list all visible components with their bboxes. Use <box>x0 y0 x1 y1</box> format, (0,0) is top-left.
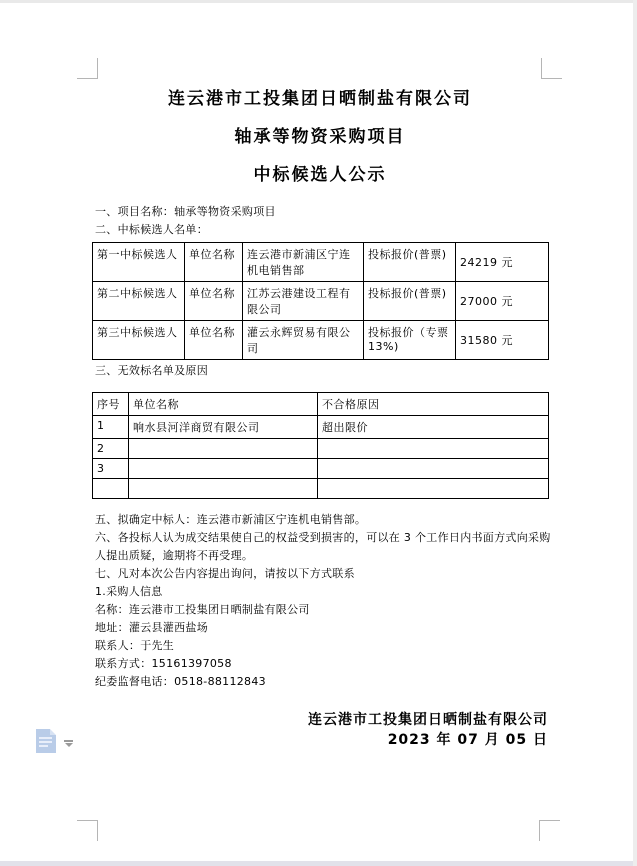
page-edge-bottom <box>0 861 637 866</box>
invalid-reason <box>318 479 549 499</box>
candidate-rank: 第二中标候选人 <box>93 282 185 321</box>
margin-crop-mark-top-left <box>77 58 98 79</box>
unit-label: 单位名称 <box>185 282 243 321</box>
invalid-reason <box>318 459 549 479</box>
invalid-row-1 <box>93 416 549 439</box>
invalid-bids-table <box>92 392 549 499</box>
header-index: 序号 <box>93 393 129 416</box>
folded-corner <box>50 729 56 735</box>
section-proposed-winner: 五、拟确定中标人：连云港市新浦区宁连机电销售部。 <box>95 513 367 526</box>
purchaser-contact-person: 联系人：于先生 <box>95 639 175 652</box>
candidate-row-1 <box>93 243 549 282</box>
doc-title-announcement: 中标候选人公示 <box>253 165 387 185</box>
purchaser-info-heading: 1.采购人信息 <box>95 585 163 598</box>
margin-crop-mark-bottom-left <box>77 820 98 841</box>
invalid-index: 1 <box>93 416 129 439</box>
price-value: 31580 元 <box>456 321 549 360</box>
invalid-unit <box>129 439 318 459</box>
invalid-index: 3 <box>93 459 129 479</box>
invalid-unit: 响水县河洋商贸有限公司 <box>129 416 318 439</box>
invalid-unit <box>129 479 318 499</box>
purchaser-name: 名称：连云港市工投集团日晒制盐有限公司 <box>95 603 310 616</box>
chevron-down-icon[interactable] <box>64 740 73 748</box>
paste-options-icon <box>36 729 56 753</box>
section-invalid-bids-heading: 三、无效标名单及原因 <box>95 364 208 377</box>
purchaser-contact-number: 联系方式：15161397058 <box>95 657 232 670</box>
unit-label: 单位名称 <box>185 243 243 282</box>
invalid-row-4 <box>93 479 549 499</box>
section-candidate-list-heading: 二、中标候选人名单： <box>95 223 208 236</box>
margin-crop-mark-bottom-right <box>539 820 560 841</box>
header-reason: 不合格原因 <box>318 393 549 416</box>
section-objection-line2: 人提出质疑，逾期将不再受理。 <box>95 549 254 562</box>
unit-name: 灌云永辉贸易有限公司 <box>243 321 364 360</box>
candidate-row-2 <box>93 282 549 321</box>
section-objection-line1: 六、各投标人认为成交结果使自己的权益受到损害的，可以在 3 个工作日内书面方式向采购 <box>95 531 551 544</box>
unit-name: 连云港市新浦区宁连机电销售部 <box>243 243 364 282</box>
paste-options-button[interactable] <box>34 727 78 757</box>
header-unit: 单位名称 <box>129 393 318 416</box>
section-project-name: 一、项目名称：轴承等物资采购项目 <box>95 205 276 218</box>
invalid-row-2 <box>93 439 549 459</box>
candidate-rank: 第三中标候选人 <box>93 321 185 360</box>
doc-title-company: 连云港市工投集团日晒制盐有限公司 <box>168 89 472 109</box>
candidate-row-3 <box>93 321 549 360</box>
invalid-index: 2 <box>93 439 129 459</box>
section-inquiry: 七、凡对本次公告内容提出询问，请按以下方式联系 <box>95 567 355 580</box>
invalid-table-header-row <box>93 393 549 416</box>
invalid-reason: 超出限价 <box>318 416 549 439</box>
purchaser-supervision-phone: 纪委监督电话：0518-88112843 <box>95 675 266 688</box>
price-label: 投标报价（专票 13%) <box>364 321 456 360</box>
candidates-table <box>92 242 549 360</box>
signature-block <box>92 710 548 750</box>
price-value: 27000 元 <box>456 282 549 321</box>
purchaser-address: 地址：灌云县灌西盐场 <box>95 621 208 634</box>
margin-crop-mark-top-right <box>541 58 562 79</box>
signature-date: 2023 年 07 月 05 日 <box>387 732 548 748</box>
invalid-index <box>93 479 129 499</box>
price-value: 24219 元 <box>456 243 549 282</box>
doc-title-project: 轴承等物资采购项目 <box>234 127 406 147</box>
candidate-rank: 第一中标候选人 <box>93 243 185 282</box>
invalid-row-3 <box>93 459 549 479</box>
invalid-unit <box>129 459 318 479</box>
unit-name: 江苏云港建设工程有限公司 <box>243 282 364 321</box>
price-label: 投标报价(普票) <box>364 243 456 282</box>
page-edge-right <box>633 0 637 866</box>
price-label: 投标报价(普票) <box>364 282 456 321</box>
invalid-reason <box>318 439 549 459</box>
unit-label: 单位名称 <box>185 321 243 360</box>
signature-company: 连云港市工投集团日晒制盐有限公司 <box>308 712 548 728</box>
closing-paragraphs <box>95 511 551 691</box>
page-edge-top <box>0 0 637 3</box>
